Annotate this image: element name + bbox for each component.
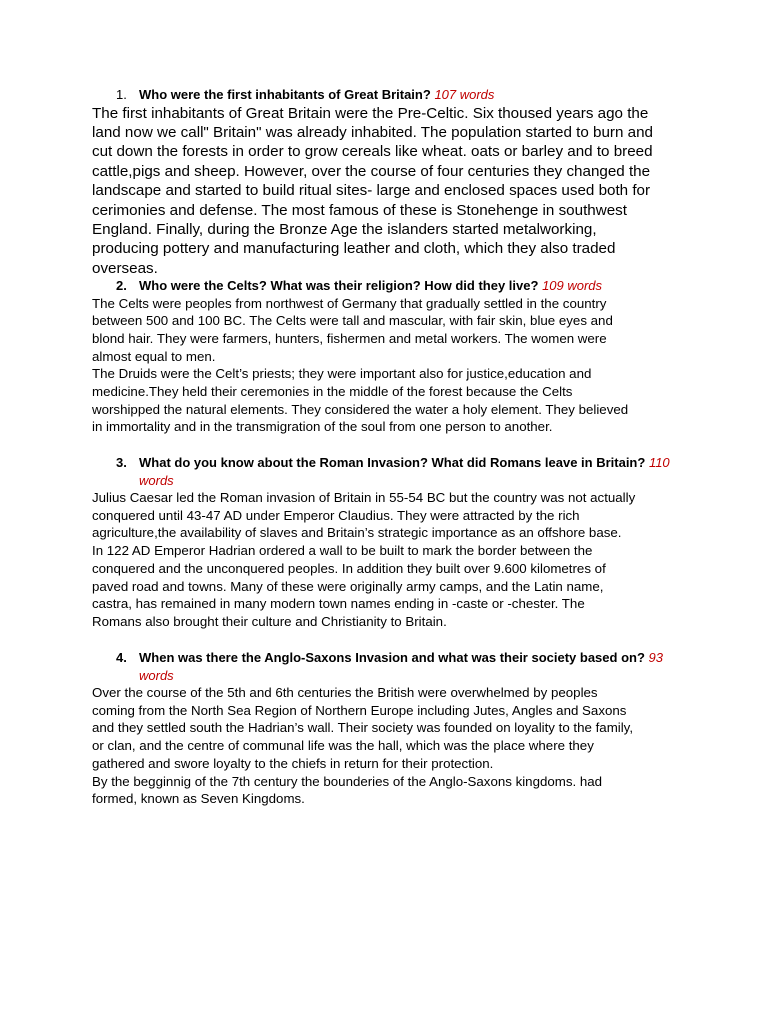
question-section-2 — [0, 277, 768, 436]
answer-text: Over the course of the 5th and 6th centuries the British were overwhelmed by peoples coming from the North Sea Region of Northern Europe including Jutes, Angles and Saxons and they settled south the Hadrian’s wall. Their society was founded on loyality to the family, or clan, and the centre of communal life was the hall, which was the place where they gathered and swore loyalty to the chiefs in return for their protection. By the begginnig of the 7th century the bounderies of the Anglo-Saxons kingdoms. had formed, known as Seven Kingdoms. — [92, 685, 634, 807]
answer-text: Julius Caesar led the Roman invasion of Britain in 55-54 BC but the country was not actually conquered until 43-47 AD under Emperor Claudius. They were attracted by the rich agriculture,the availability of slaves and Britain’s strategic importance as an offshore base. In 122 AD Emperor Hadrian ordered a wall to be built to mark the border between the conquered and the unconquered peoples. In addition they built over 9.600 kilometres of paved road and towns. Many of these were originally army camps, and the Latin name, castra, has remained in many modern town names ending in -caste or -chester. The Romans also brought their culture and Christianity to Britain. — [92, 490, 636, 629]
word-count: 110 words — [139, 455, 670, 488]
question-heading — [0, 454, 768, 489]
question-text: When was there the Anglo-Saxons Invasion and what was their society based on? — [139, 650, 645, 665]
question-text: Who were the Celts? What was their religion? How did they live? — [139, 278, 539, 293]
question-text: What do you know about the Roman Invasion? What did Romans leave in Britain? — [139, 455, 646, 470]
question-text: Who were the first inhabitants of Great Britain? — [139, 87, 431, 102]
answer-text: The first inhabitants of Great Britain were the Pre-Celtic. Six thoused years ago the land now we call" Britain" was already inhabited. The population started to burn and cut down the forests in order to grow cereals like wheat. oats or barley and to breed cattle,pigs and sheep. However, over the course of four centuries they changed the landscape and started to build ritual sites- large and enclosed spaces used both for cerimonies and defense. The most famous of these is Stonehenge in southwest England. Finally, during the Bronze Age the islanders started metalworking, producing pottery and manufacturing leather and cloth, which they also traded overseas. — [92, 104, 653, 277]
question-section-3 — [0, 454, 768, 631]
question-number: 1. — [116, 87, 127, 102]
question-heading — [0, 277, 768, 295]
word-count: 107 words — [434, 87, 495, 102]
question-number: 3. — [116, 455, 127, 470]
question-number: 4. — [116, 650, 127, 665]
question-section-4 — [0, 649, 768, 808]
question-heading — [0, 649, 768, 684]
question-heading — [0, 86, 768, 104]
word-count: 93 words — [139, 650, 663, 683]
question-section-1 — [0, 86, 768, 278]
word-count: 109 words — [542, 278, 603, 293]
question-number: 2. — [116, 278, 127, 293]
answer-text: The Celts were peoples from northwest of Germany that gradually settled in the country between 500 and 100 BC. The Celts were tall and mascular, with fair skin, blue eyes and blond hair. They were farmers, hunters, fishermen and metal workers. The women were almost equal to men. The Druids were the Celt’s priests; they were important also for justice,education and medicine.They held their ceremonies in the middle of the forest because the Celts worshipped the natural elements. They considered the water a holy element. They believed in immortality and in the transmigration of the soul from one person to another. — [92, 295, 629, 435]
